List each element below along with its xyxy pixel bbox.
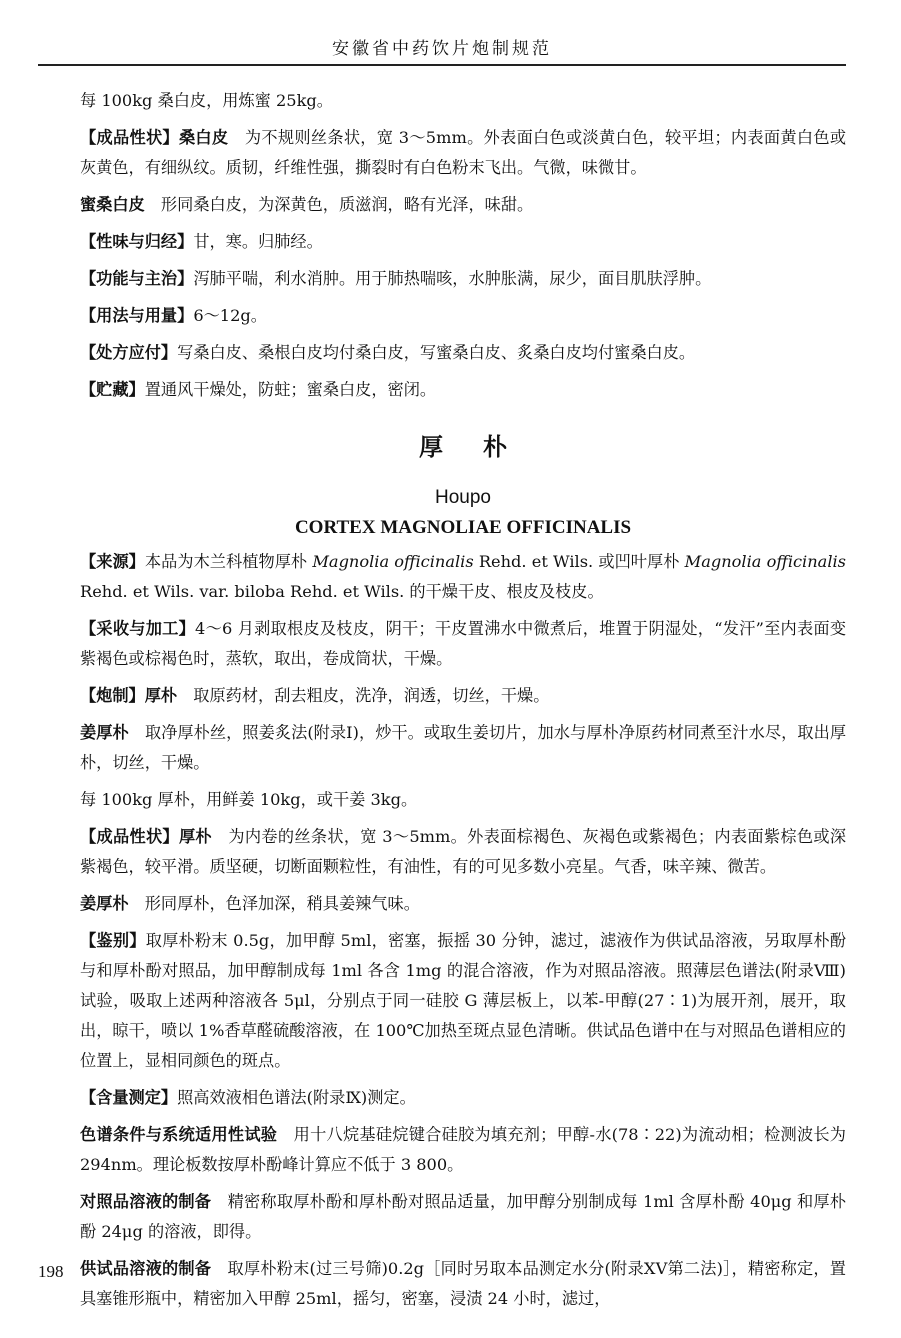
text: 取厚朴粉末 0.5g，加甲醇 5ml，密塞，振摇 30 分钟，滤过，滤液作为供试品溶液，另取厚朴酚与和厚朴酚对照品，加甲醇制成每 1ml 各含 1mg 的混合溶液，作为对照品溶液。照薄层色谱法(附录Ⅷ)试验，吸取上述两种溶液各 5μl，分别点于同一硅胶 G 薄层板上，以苯-甲醇(27∶1)为展开剂，展开，取出，晾干，喷以 1%香草醛硫酸溶液，在 100℃加热至斑点显色清晰。供试品色谱中在与对照品色谱相应的位置上，显相同颜色的斑点。 [80, 931, 847, 1070]
text: 泻肺平喘，利水消肿。用于肺热喘咳，水肿胀满，尿少，面目肌肤浮肿。 [193, 269, 712, 288]
running-header: 安徽省中药饮片炮制规范 [332, 39, 552, 59]
text: 取原药材，刮去粗皮，洗净，润透，切丝，干燥。 [177, 686, 550, 705]
text: 照高效液相色谱法(附录Ⅸ)测定。 [177, 1088, 416, 1107]
section-label: 【采收与加工】 [80, 619, 196, 638]
paragraph-assay [80, 1083, 846, 1113]
item-name: 对照品溶液的制备 [80, 1192, 212, 1211]
paragraph-function [80, 264, 846, 294]
text: 本品为木兰科植物厚朴 [144, 552, 313, 571]
text: 甘，寒。归肺经。 [193, 232, 323, 251]
item-name: 厚朴 [144, 686, 178, 705]
paragraph-mi [80, 190, 846, 220]
text: 写桑白皮、桑根白皮均付桑白皮，写蜜桑白皮、炙桑白皮均付蜜桑白皮。 [177, 343, 696, 362]
paragraph-prescription [80, 338, 846, 368]
paragraph-traits [38, 123, 846, 183]
text: 为不规则丝条状，宽 3～5mm。外表面白色或淡黄白色，较平坦；内表面黄白色或灰黄色，有细纵纹。质韧，纤维性强，撕裂时有白色粉末飞出。气微，味微甘。 [80, 128, 847, 177]
item-name: 姜厚朴 [80, 723, 129, 742]
species-name: Magnolia officinalis [684, 552, 846, 571]
paragraph-processing [80, 681, 846, 711]
text: 精密称取厚朴酚和厚朴酚对照品适量，加甲醇分别制成每 1ml 含厚朴酚 40μg 和厚朴酚 24μg 的溶液，即得。 [80, 1192, 847, 1241]
page-body [80, 86, 846, 1321]
section-label: 【成品性状】 [80, 827, 179, 846]
section-label: 【用法与用量】 [80, 306, 194, 325]
monograph-latin-name: CORTEX MAGNOLIAE OFFICINALIS [294, 517, 632, 538]
paragraph-chromatography [80, 1120, 846, 1180]
text: 每 100kg 厚朴，用鲜姜 10kg，或干姜 3kg。 [80, 790, 418, 809]
item-name: 姜厚朴 [80, 894, 129, 913]
paragraph-test-solution [80, 1254, 846, 1314]
text: 4～6 月剥取根皮及枝皮，阴干；干皮置沸水中微煮后，堆置于阴湿处，“发汗”至内表面变紫褐色或棕褐色时，蒸软，取出，卷成筒状，干燥。 [80, 619, 847, 668]
text: 每 100kg 桑白皮，用炼蜜 25kg。 [80, 91, 333, 110]
section-label: 【鉴别】 [80, 931, 146, 950]
paragraph-ginger-ratio [80, 785, 846, 815]
paragraph-usage [80, 301, 846, 331]
paragraph-identification [80, 926, 846, 1076]
paragraph-source [80, 547, 846, 607]
text: Rehd. et Wils. 或凹叶厚朴 [473, 552, 685, 571]
item-name: 色谱条件与系统适用性试验 [80, 1125, 278, 1144]
paragraph-taste [80, 227, 846, 257]
paragraph-ginger [80, 718, 846, 778]
section-label: 【功能与主治】 [80, 269, 194, 288]
header-rule [38, 64, 846, 66]
text: 取净厚朴丝，照姜炙法(附录Ⅰ)，炒干。或取生姜切片，加水与厚朴净原药材同煮至汁水尽，取出厚朴，切丝，干燥。 [80, 723, 847, 772]
section-label: 【处方应付】 [80, 343, 178, 362]
paragraph-honey-ratio [80, 86, 846, 116]
item-name: 供试品溶液的制备 [80, 1259, 212, 1278]
section-label: 【含量测定】 [80, 1088, 178, 1107]
section-label: 【贮藏】 [80, 380, 145, 399]
text: 形同桑白皮，为深黄色，质滋润，略有光泽，味甜。 [144, 195, 534, 214]
monograph-pinyin: Houpo [435, 487, 491, 508]
paragraph-ginger-traits [80, 889, 846, 919]
item-name: 蜜桑白皮 [80, 195, 145, 214]
text: 置通风干燥处，防蛀；蜜桑白皮，密闭。 [144, 380, 437, 399]
text: 形同厚朴，色泽加深，稍具姜辣气味。 [128, 894, 420, 913]
species-name: Magnolia officinalis [312, 552, 474, 571]
text: Rehd. et Wils. var. biloba Rehd. et Wils. 的干燥干皮、根皮及枝皮。 [80, 582, 604, 601]
section-label: 【炮制】 [80, 686, 145, 705]
section-label: 【来源】 [80, 552, 145, 571]
section-label: 【成品性状】 [80, 128, 179, 147]
text: 6～12g。 [193, 306, 267, 325]
text: 取厚朴粉末(过三号筛)0.2g［同时另取本品测定水分(附录ⅩⅤ第二法)］，精密称定，置具塞锥形瓶中，精密加入甲醇 25ml，摇匀，密塞，浸渍 24 小时，滤过， [80, 1259, 846, 1308]
page-number: 198 [38, 1262, 64, 1281]
text: 为内卷的丝条状，宽 3～5mm。外表面棕褐色、灰褐色或紫褐色；内表面紫棕色或深紫褐色，较平滑。质坚硬，切断面颗粒性，有油性，有的可见多数小亮星。气香，味辛辣、微苦。 [80, 827, 847, 876]
paragraph-storage [80, 375, 846, 405]
monograph-title: 厚朴 [419, 433, 547, 461]
paragraph-reference-solution [80, 1187, 846, 1247]
paragraph-harvest [80, 614, 846, 674]
text: 用十八烷基硅烷键合硅胶为填充剂；甲醇-水(78∶22)为流动相；检测波长为 294nm。理论板数按厚朴酚峰计算应不低于 3 800。 [80, 1125, 846, 1174]
paragraph-traits-houpo [80, 822, 846, 882]
section-label: 【性味与归经】 [80, 232, 194, 251]
item-name: 厚朴 [178, 827, 212, 846]
item-name: 桑白皮 [178, 128, 229, 147]
